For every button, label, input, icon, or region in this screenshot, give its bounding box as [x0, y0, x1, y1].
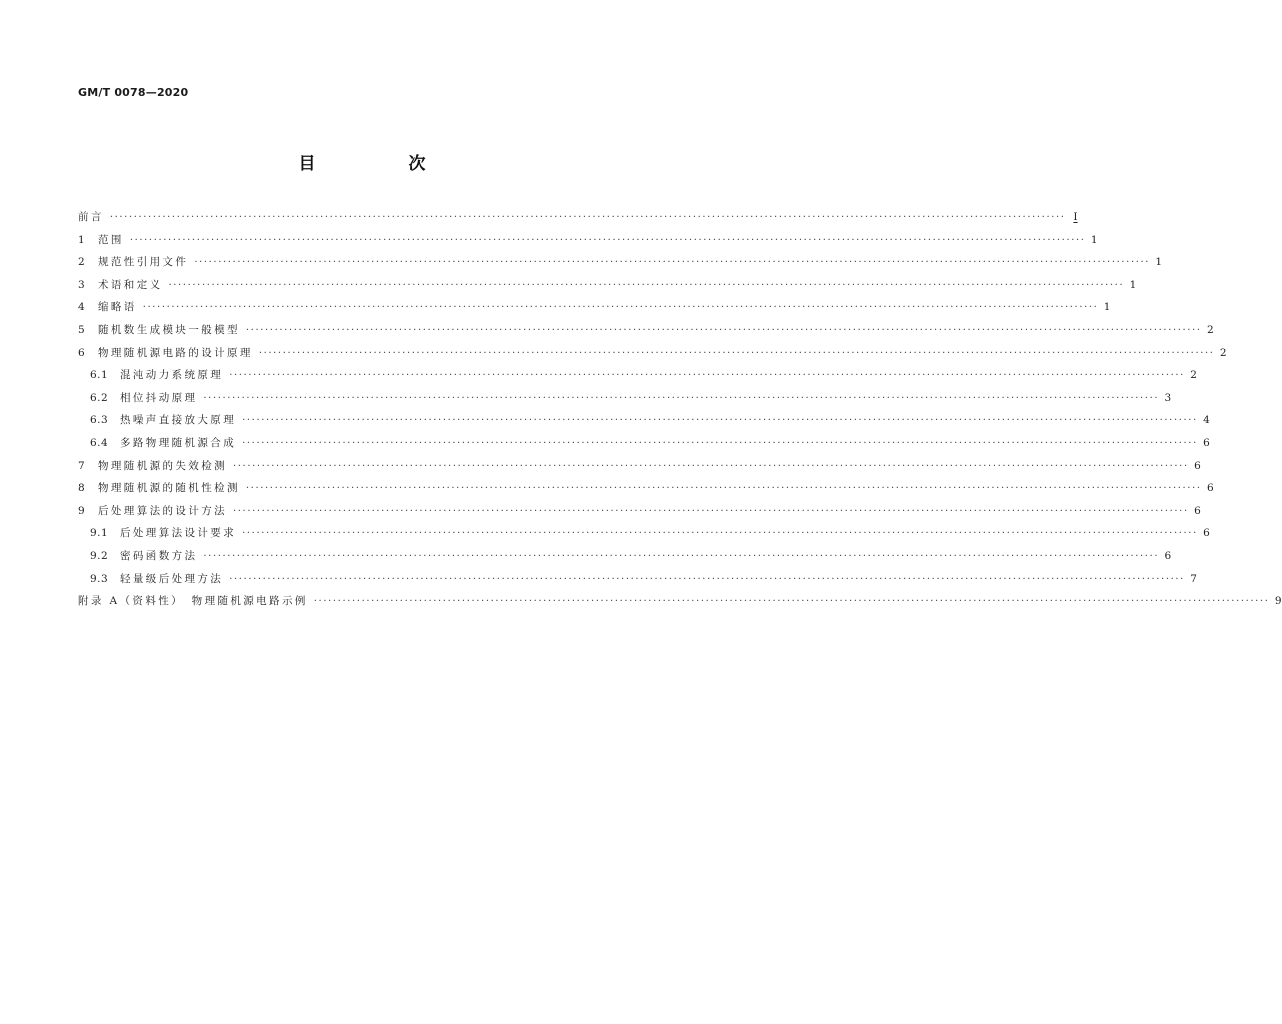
toc-entry-label: 随机数生成模块一般模型	[98, 323, 240, 336]
toc-entry-number: 2	[78, 256, 86, 269]
toc-entry-number: 6.4	[90, 436, 109, 449]
toc-entry-label: 范围	[98, 233, 124, 246]
toc-entry-label: 密码函数方法	[120, 549, 198, 562]
toc-entry-number: 4	[78, 301, 86, 314]
dot-leader: ········································································································································································································	[168, 279, 1125, 291]
dot-leader: ········································································································································································································	[258, 347, 1215, 359]
toc-entry-page: 4	[1203, 414, 1210, 427]
toc-entry-page: 1	[1129, 278, 1137, 291]
table-of-contents	[78, 206, 1282, 613]
toc-entry-page: Ⅰ	[1073, 211, 1078, 223]
toc-entry-label: 术语和定义	[98, 278, 163, 291]
toc-entry-annex-a[interactable]	[78, 590, 1282, 613]
toc-entry-page: 9	[1274, 595, 1282, 608]
toc-entry-page: 6	[1203, 436, 1210, 449]
toc-entry-page: 6	[1206, 482, 1214, 495]
toc-entry-page: 7	[1190, 572, 1197, 585]
dot-leader: ········································································································································································································	[129, 234, 1086, 246]
toc-entry-number: 6.3	[90, 414, 109, 427]
toc-entry-8[interactable]	[78, 477, 1214, 500]
toc-entry-page: 6	[1194, 504, 1201, 517]
dot-leader: ········································································································································································································	[242, 415, 1198, 427]
dot-leader: ········································································································································································································	[242, 437, 1198, 449]
toc-entry-label: 混沌动力系统原理	[120, 369, 224, 382]
toc-entry-3[interactable]	[78, 274, 1137, 297]
toc-entry-9-2[interactable]	[78, 545, 1172, 568]
toc-entry-number: 9.3	[90, 572, 109, 585]
toc-entry-1[interactable]	[78, 229, 1098, 252]
toc-entry-page: 3	[1164, 391, 1172, 404]
toc-entry-number: 9.2	[90, 549, 109, 562]
dot-leader: ········································································································································································································	[229, 573, 1185, 585]
toc-entry-label: 后处理算法的设计方法	[98, 504, 227, 517]
toc-entry-6-2[interactable]	[78, 387, 1172, 410]
toc-entry-number: 8	[78, 482, 86, 495]
toc-entry-label: 相位抖动原理	[120, 391, 198, 404]
toc-entry-label: 附录 A（资料性） 物理随机源电路示例	[78, 595, 308, 608]
toc-entry-number: 9	[78, 504, 86, 517]
toc-entry-label: 物理随机源的随机性检测	[98, 482, 240, 495]
toc-entry-number: 6.1	[90, 369, 109, 382]
toc-entry-9-3[interactable]	[78, 568, 1197, 591]
toc-entry-number: 9.1	[90, 527, 109, 540]
dot-leader: ········································································································································································································	[142, 302, 1099, 314]
toc-entry-label: 缩略语	[98, 301, 137, 314]
toc-entry-6-3[interactable]	[78, 409, 1210, 432]
toc-entry-label: 多路物理随机源合成	[120, 436, 237, 449]
standard-code: GM/T 0078—2020	[78, 86, 189, 99]
toc-entry-page: 2	[1219, 346, 1227, 359]
toc-entry-number: 6	[78, 346, 86, 359]
toc-entry-page: 2	[1190, 369, 1197, 382]
toc-entry-foreword[interactable]	[78, 206, 1078, 229]
toc-entry-label: 规范性引用文件	[98, 256, 189, 269]
dot-leader: ········································································································································································································	[245, 324, 1202, 336]
toc-entry-label: 物理随机源的失效检测	[98, 459, 227, 472]
toc-entry-9-1[interactable]	[78, 522, 1210, 545]
dot-leader: ········································································································································································································	[109, 212, 1066, 223]
dot-leader: ········································································································································································································	[245, 483, 1202, 495]
toc-entry-page: 1	[1155, 256, 1163, 269]
dot-leader: ········································································································································································································	[233, 505, 1189, 517]
dot-leader: ········································································································································································································	[233, 460, 1189, 472]
toc-entry-page: 6	[1203, 527, 1210, 540]
toc-entry-label: 物理随机源电路的设计原理	[98, 346, 253, 359]
dot-leader: ········································································································································································································	[203, 392, 1160, 404]
dot-leader: ········································································································································································································	[194, 257, 1151, 269]
dot-leader: ········································································································································································································	[229, 370, 1185, 382]
dot-leader: ········································································································································································································	[203, 550, 1160, 562]
toc-entry-7[interactable]	[78, 455, 1201, 478]
dot-leader: ········································································································································································································	[313, 596, 1270, 608]
toc-entry-6[interactable]	[78, 342, 1227, 365]
toc-entry-2[interactable]	[78, 251, 1163, 274]
toc-entry-number: 1	[78, 233, 86, 246]
toc-entry-number: 5	[78, 323, 86, 336]
page-title: 目 次	[298, 154, 464, 174]
toc-entry-5[interactable]	[78, 319, 1214, 342]
toc-entry-label: 后处理算法设计要求	[120, 527, 237, 540]
toc-entry-label: 热噪声直接放大原理	[120, 414, 237, 427]
toc-entry-page: 1	[1103, 301, 1111, 314]
toc-entry-6-1[interactable]	[78, 364, 1197, 387]
toc-entry-number: 3	[78, 278, 86, 291]
toc-entry-4[interactable]	[78, 296, 1111, 319]
toc-entry-number: 7	[78, 459, 86, 472]
toc-entry-page: 1	[1090, 233, 1098, 246]
toc-entry-number: 6.2	[90, 391, 109, 404]
toc-entry-page: 6	[1164, 549, 1172, 562]
toc-entry-page: 2	[1206, 323, 1214, 336]
dot-leader: ········································································································································································································	[242, 528, 1198, 540]
toc-entry-page: 6	[1194, 459, 1201, 472]
toc-entry-label: 前言	[78, 211, 104, 223]
toc-entry-label: 轻量级后处理方法	[120, 572, 224, 585]
toc-entry-6-4[interactable]	[78, 432, 1210, 455]
toc-entry-9[interactable]	[78, 500, 1201, 523]
